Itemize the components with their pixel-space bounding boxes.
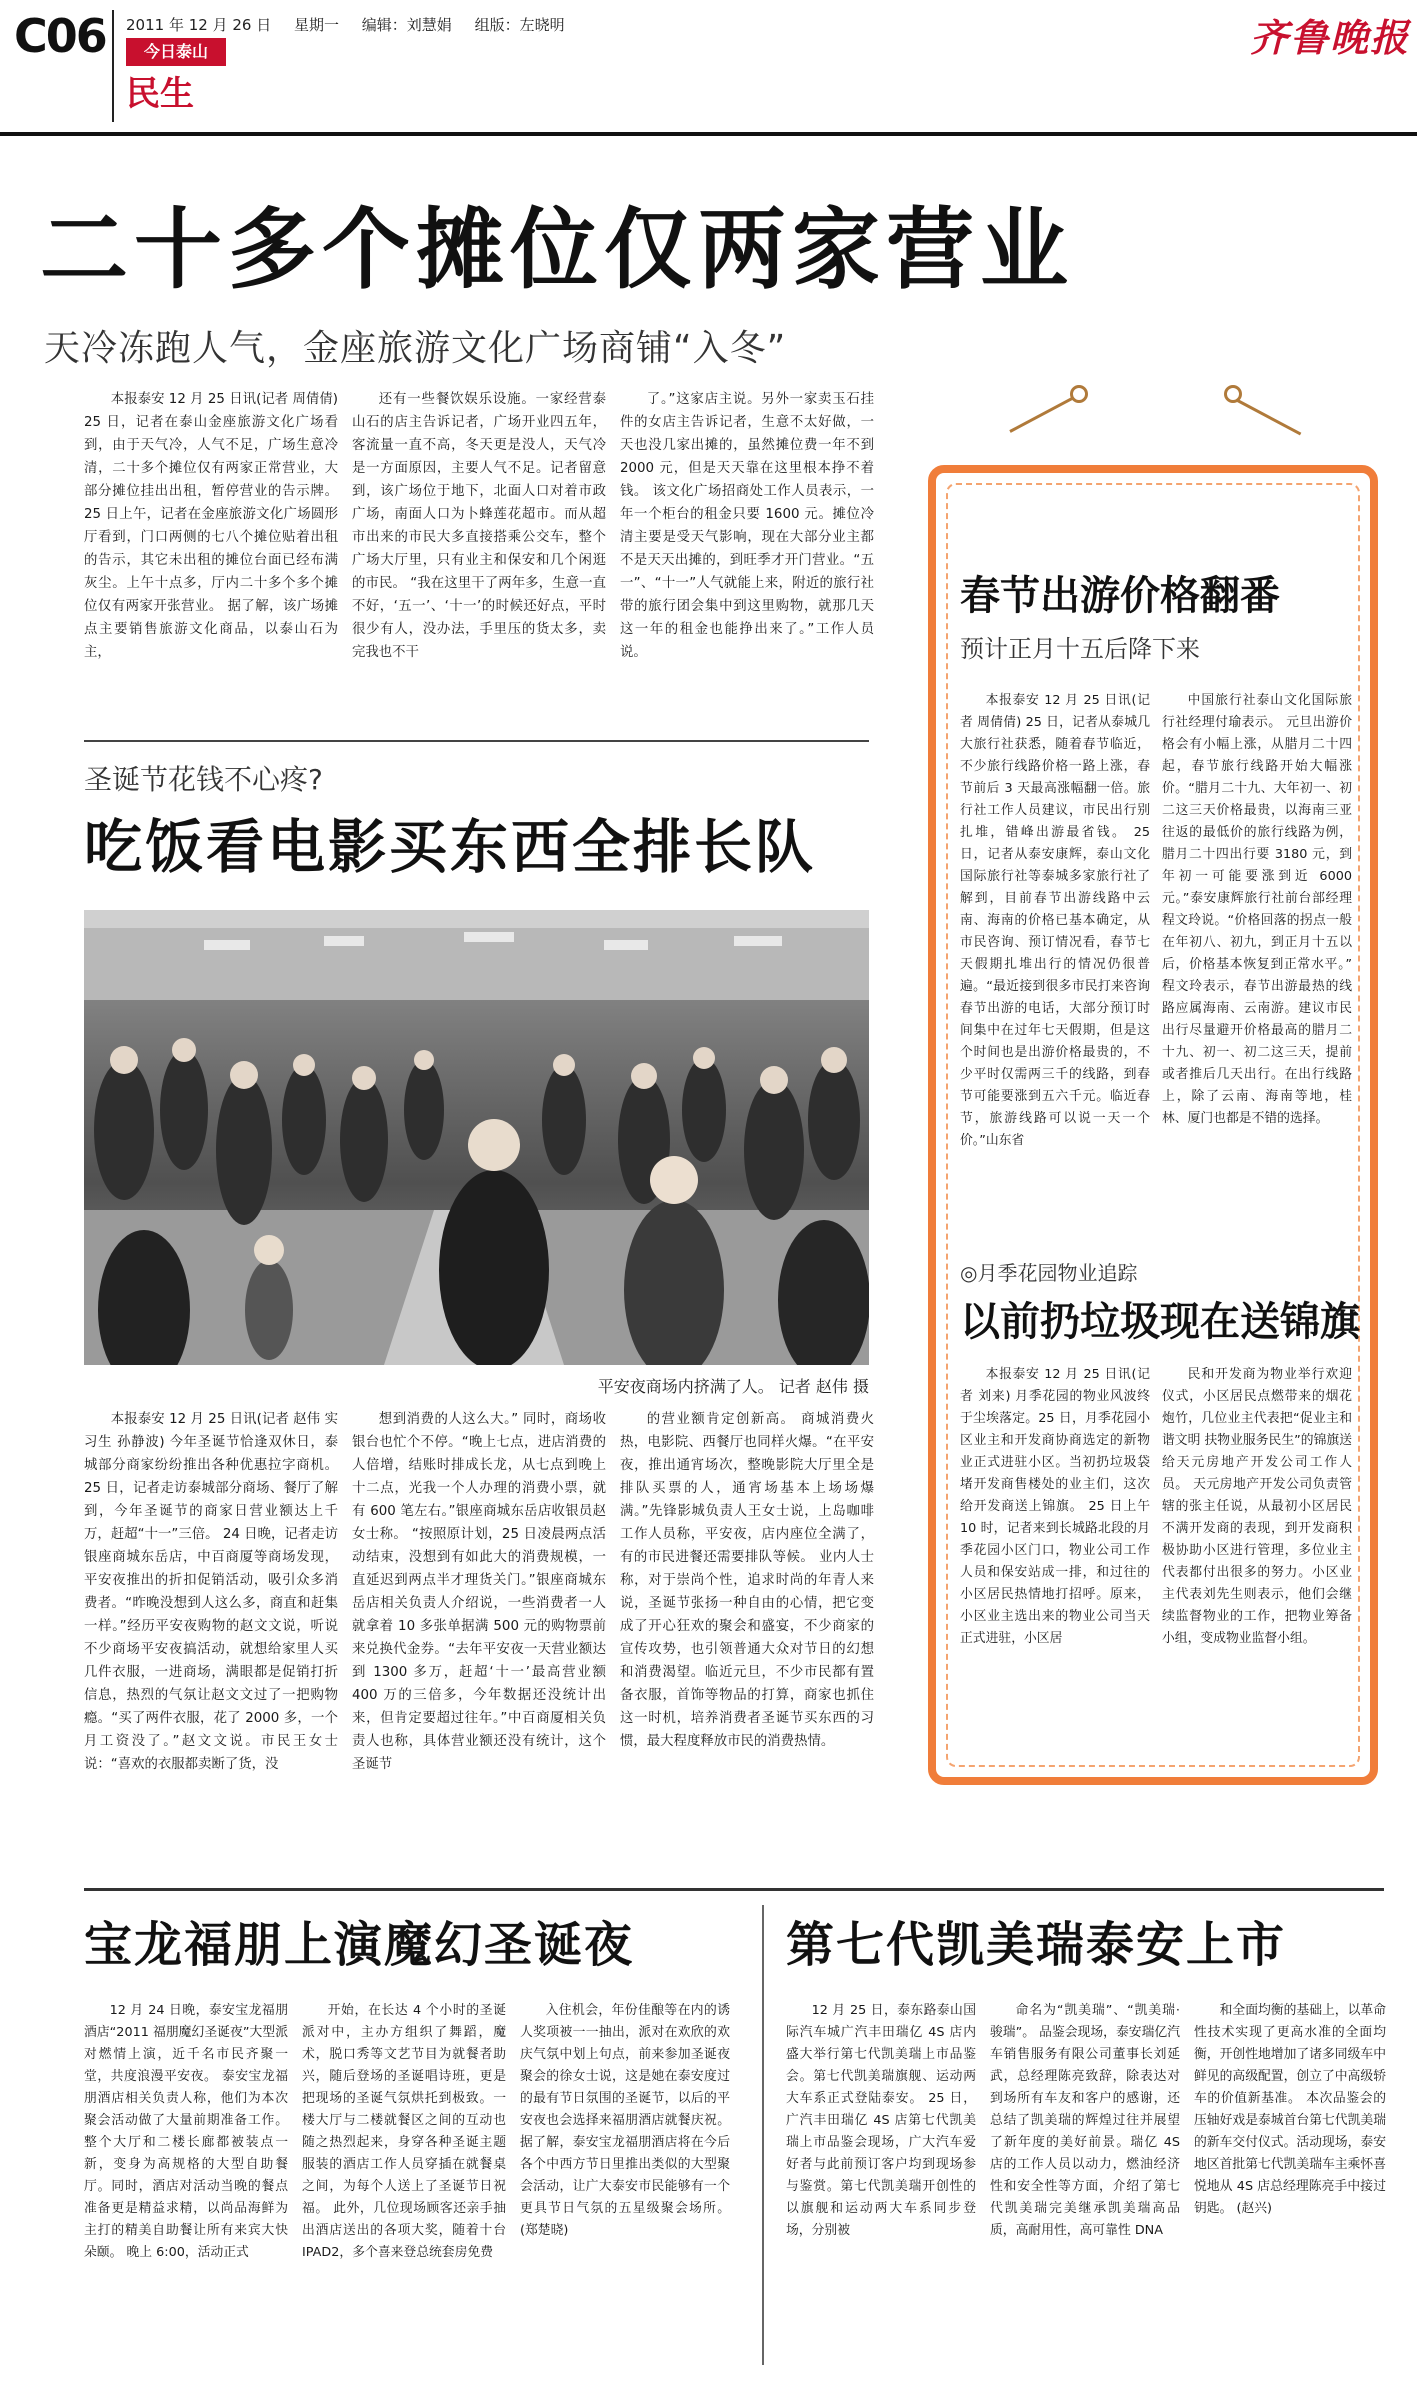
story2-col3-text: 的营业额肯定创新高。 商城消费火热，电影院、西餐厅也同样火爆。“在平安夜，推出通宵场次，整晚影院大厅里全是排队买票的人，通宵场基本上场场爆满。”先锋影城负责人王女士说，上岛咖啡工作人员称，平安夜，店内座位全满了，有的市民进餐还需要排队等候。 业内人士称，对于崇尚个性，追求时尚的年青人来说，圣诞节张扬一种自由的心情，把它变成了开心狂欢的聚会和盛宴，不少商家的宣传攻势，也引领普通大众对节日的幻想和消费渴望。临近元旦，不少市民都有置备衣服，首饰等物品的打算，商家也抓住这一时机，培养消费者圣诞节买东西的习惯，最大程度释放市民的消费热情。 [620, 1412, 874, 1749]
story3-column-2 [302, 2000, 506, 2368]
story4-col2-text: 命名为“凯美瑞”、“凯美瑞·骏瑞”。 品鉴会现场，泰安瑞亿汽车销售服务有限公司董事长刘延武，总经理陈亮致辞，除表达对到场所有车友和客户的感谢，还总结了凯美瑞的辉煌过往并展望了新年度的美好前景。瑞亿 4S 店的工作人员以动力，燃油经济性和安全性等方面，介绍了第七代凯美瑞完美继承凯美瑞高品质，高耐用性，高可靠性 DNA [990, 2003, 1180, 2238]
story1-subhead: 天冷冻跑人气，金座旅游文化广场商铺“入冬” [44, 328, 787, 369]
story1-headline: 二十多个摊位仅两家营业 [40, 198, 1075, 301]
story1-column-1 [84, 388, 338, 718]
page-number: C06 [14, 9, 106, 63]
story1-column-3 [620, 388, 874, 718]
bottom-section-rule [84, 1888, 1384, 1891]
story4-col1-text: 12 月 25 日，泰东路泰山国际汽车城广汽丰田瑞亿 4S 店内盛大举行第七代凯美瑞上市品鉴会。第七代凯美瑞旗舰、运动两大车系正式登陆泰安。 25 日，广汽丰田瑞亿 4S 店第七代凯美瑞上市品鉴会现场，广大汽车爱好者与此前预订客户均到现场参与鉴赏。第七代凯美瑞开创性的以旗舰和运动两大车系同步登场，分别被 [786, 2003, 976, 2238]
box-story-a-column-2 [1162, 690, 1352, 1250]
story4-col3-text: 和全面均衡的基础上，以革命性技术实现了更高水准的全面均衡，开创性地增加了诸多同级车中鲜见的高级配置，创立了中高级轿车的价值新基准。 本次品鉴会的压轴好戏是泰城首台第七代凯美瑞的新车交付仪式。活动现场，泰安地区首批第七代凯美瑞车主乘怀喜悦地从 4S 店总经理陈亮手中接过钥匙。 (赵兴) [1194, 2003, 1386, 2216]
story-separator [84, 740, 869, 742]
layout-credit: 组版：左晓明 [474, 16, 565, 34]
masthead-meta [126, 14, 583, 36]
story3-headline: 宝龙福朋上演魔幻圣诞夜 [84, 1917, 635, 1973]
box-story-a-col2-text: 中国旅行社泰山文化国际旅行社经理付瑜表示。 元旦出游价格会有小幅上涨，从腊月二十四起，春节旅行线路开始大幅涨价。“腊月二十九、大年初一、初二这三天价格最贵，以海南三亚往返的最低价的旅行线路为例，腊月二十四出行要 3180 元，到年初一可能要涨到近 6000 元。”泰安康辉旅行社前台部经理程文玲说。“价格回落的拐点一般在年初八、初九，到正月十五以后，价格基本恢复到正常水平。” 程文玲表示，春节出游最热的线路应属海南、云南游。建议市民出行尽量避开价格最高的腊月二十九、初一、初二这三天，提前或者推后几天出行。在出行线路上，除了云南、海南等地，桂林、厦门也都是不错的选择。 [1162, 693, 1352, 1126]
story2-kicker: 圣诞节花钱不心疼? [84, 763, 323, 796]
crowd-photo [84, 910, 869, 1365]
newspaper-logo: 齐鲁晚报 [1250, 15, 1411, 60]
story2-col2-text: 想到消费的人这么大。” 同时，商场收银台也忙个不停。“晚上七点，进店消费的人倍增，结账时排成长龙，从七点到晚上十二点，光我一个人办理的消费小票，就有 600 笔左右。”银座商城东岳店收银员赵女士称。 “按照原计划，25 日凌晨两点活动结束，没想到有如此大的消费规模，一直延迟到两点半才理货关门。”银座商城东岳店相关负责人介绍说，一些消费者一人就拿着 10 多张单据满 500 元的购物票前来兑换代金券。“去年平安夜一天营业额达到 1300 多万，赶超‘十一’最高营业额 400 万的三倍多，今年数据还没统计出来，但肯定要超过往年。”中百商厦相关负责人也称，具体营业额还没有统计，这个圣诞节 [352, 1412, 606, 1772]
issue-date: 2011 年 12 月 26 日 [126, 16, 272, 34]
box-story-b-column-1 [960, 1364, 1150, 1734]
box-story-b-kicker: ◎月季花园物业追踪 [960, 1261, 1138, 1285]
section-title: 民生 [126, 74, 194, 114]
story3-col3-text: 入住机会，年份佳酿等在内的诱人奖项被一一抽出，派对在欢欣的欢庆气氛中划上句点，前来参加圣诞夜聚会的徐女士说，这是她在泰安度过的最有节日氛围的圣诞节，以后的平安夜也会选择来福朋酒店就餐庆祝。 据了解，泰安宝龙福朋酒店将在今后各个中西方节日里推出类似的大型聚会活动，让广大泰安市民能够有一个更具节日气氛的五星级聚会场所。 (郑楚晓) [520, 2003, 730, 2238]
story2-headline: 吃饭看电影买东西全排长队 [84, 813, 817, 881]
story1-column-2 [352, 388, 606, 718]
story2-column-3 [620, 1408, 874, 1828]
story3-column-1 [84, 2000, 288, 2368]
story4-column-2 [990, 2000, 1180, 2368]
section-tag: 今日泰山 [126, 38, 226, 66]
story3-col2-text: 开始，在长达 4 个小时的圣诞派对中，主办方组织了舞蹈，魔术，脱口秀等文艺节目为就餐者助兴，随后登场的圣诞唱诗班，更是把现场的圣诞气氛烘托到极致。一楼大厅与二楼就餐区之间的互动也随之热烈起来，身穿各种圣诞主题服装的酒店工作人员穿插在就餐桌之间，为每个人送上了圣诞节日祝福。 此外，几位现场顾客还亲手抽出酒店送出的各项大奖，随着十台 IPAD2，多个喜来登总统套房免费 [302, 2003, 506, 2260]
story3-column-3 [520, 2000, 730, 2368]
hanger-string-right [1229, 395, 1301, 435]
story1-col2-text: 还有一些餐饮娱乐设施。一家经营泰山石的店主告诉记者，广场开业四五年，客流量一直不高，冬天更是没人，天气冷是一方面原因，主要人气不足。记者留意到，该广场位于地下，北面人口对着市政广场，南面人口为卜蜂莲花超市。而从超市出来的市民大多直接搭乘公交车，整个广场大厅里，只有业主和保安和几个闲逛的市民。 “我在这里干了两年多，生意一直不好，‘五一’、‘十一’的时候还好点，平时很少有人，没办法，手里压的货太多，卖完我也不干 [352, 392, 606, 660]
photo-caption: 平安夜商场内挤满了人。 记者 赵伟 摄 [597, 1377, 869, 1396]
story4-column-3 [1194, 2000, 1386, 2368]
story2-column-2 [352, 1408, 606, 1828]
box-story-b-col2-text: 民和开发商为物业举行欢迎仪式，小区居民点燃带来的烟花炮竹，几位业主代表把“促业主和谐文明 扶物业服务民生”的锦旗送给天元房地产开发公司工作人员。 天元房地产开发公司负责管辖的张主任说，从最初小区居民不满开发商的表现，到开发商积极协助小区进行管理，多位业主代表都付出很多的努力。小区业主代表刘先生则表示，他们会继续监督物业的工作，把物业筹备小组，变成物业监督小组。 [1162, 1367, 1352, 1646]
story3-col1-text: 12 月 24 日晚，泰安宝龙福朋酒店“2011 福朋魔幻圣诞夜”大型派对燃情上演，近千名市民齐聚一堂，共度浪漫平安夜。 泰安宝龙福朋酒店相关负责人称，他们为本次聚会活动做了大量前期准备工作。整个大厅和二楼长廊都被装点一新，变身为高规格的大型自助餐厅。同时，酒店对活动当晚的餐点准备更是精益求精，以尚品海鲜为主打的精美自助餐让所有来宾大快朵颐。 晚上 6:00，活动正式 [84, 2003, 288, 2260]
bottom-column-divider [762, 1905, 764, 2365]
hanger-hook-left [1070, 385, 1088, 403]
story2-col1-text: 本报泰安 12 月 25 日讯(记者 赵伟 实习生 孙静波) 今年圣诞节恰逢双休日，泰城部分商家纷纷推出各种优惠拉字商机。25 日，记者走访泰城部分商场、餐厅了解到，今年圣诞节的商家日营业额达上千万，赶超“十一”三倍。 24 日晚，记者走访银座商城东岳店，中百商厦等商场发现，平安夜推出的折扣促销活动，吸引众多消费者。“昨晚没想到人这么多，商直和赶集一样。”经历平安夜购物的赵文文说，听说不少商场平安夜搞活动，就想给家里人买几件衣服，一进商场，满眼都是促销打折信息，热烈的气氛让赵文文过了一把购物瘾。“买了两件衣服，花了 2000 多，一个月工资没了。”赵文文说。市民王女士说：“喜欢的衣服都卖断了货，没 [84, 1412, 338, 1772]
story1-col3-text: 了。”这家店主说。另外一家卖玉石挂件的女店主告诉记者，生意不太好做，一天也没几家出摊的，虽然摊位费一年不到 2000 元，但是天天靠在这里根本挣不着钱。 该文化广场招商处工作人员表示，一年一个柜台的租金只要 1600 元。摊位冷清主要是受天气影响，现在大部分业主都不是天天出摊的，到旺季才开门营业。“五一”、“十一”人气就能上来，附近的旅行社带的旅行团会集中到这里购物，就那几天这一年的租金也能挣出来了。”工作人员说。 [620, 392, 874, 660]
story4-headline: 第七代凯美瑞泰安上市 [786, 1917, 1287, 1973]
story1-col1-text: 本报泰安 12 月 25 日讯(记者 周倩倩) 25 日，记者在泰山金座旅游文化广场看到，由于天气冷，人气不足，广场生意冷清，二十多个摊位仅有两家正常营业，大部分摊位挂出出租，暂停营业的告示牌。 25 日上午，记者在金座旅游文化广场圆形厅看到，门口两侧的七八个摊位贴着出租的告示，其它未出租的摊位台面已经布满灰尘。上午十点多，厅内二十多个多个摊位仅有两家开张营业。 据了解，该广场摊点主要销售旅游文化商品，以泰山石为主， [84, 392, 338, 660]
box-story-b-headline: 以前扔垃圾现在送锦旗 [960, 1299, 1360, 1345]
hanger-hook-right [1224, 385, 1242, 403]
masthead-divider [112, 10, 114, 122]
masthead-rule [0, 132, 1417, 136]
crowd-photo-illustration [84, 910, 869, 1365]
box-story-a-col1-text: 本报泰安 12 月 25 日讯(记者 周倩倩) 25 日，记者从泰城几大旅行社获悉，随着春节临近，不少旅行线路价格一路上涨，春节前后 3 天最高涨幅翻一倍。旅行社工作人员建议，市民出行别扎堆，错峰出游最省钱。 25 日，记者从泰安康辉，泰山文化国际旅行社等泰城多家旅行社了解到，目前春节出游线路中云南、海南的价格已基本确定，从市民咨询、预订情况看，春节七天假期扎堆出行的情况仍很普遍。“最近接到很多市民打来咨询春节出游的电话，大部分预订时间集中在过年七天假期，但是这个时间也是出游价格最贵的，不少平时仅需两三千的线路，到春节可能要涨到五六千元。临近春节，旅游线路可以说一天一个价。”山东省 [960, 693, 1150, 1148]
story2-column-1 [84, 1408, 338, 1828]
box-story-a-subhead: 预计正月十五后降下来 [960, 635, 1200, 663]
box-story-a-headline: 春节出游价格翻番 [960, 573, 1280, 619]
box-story-b-column-2 [1162, 1364, 1352, 1734]
issue-weekday: 星期一 [293, 16, 339, 34]
editor-credit: 编辑：刘慧娟 [361, 16, 452, 34]
box-story-b-col1-text: 本报泰安 12 月 25 日讯(记者 刘来) 月季花园的物业风波终于尘埃落定。25 日，月季花园小区业主和开发商协商选定的新物业正式进驻小区。当初扔垃圾袋堵开发商售楼处的业主们，这次给开发商送上锦旗。 25 日上午 10 时，记者来到长城路北段的月季花园小区门口，物业公司工作人员和保安站成一排，和过往的小区居民热情地打招呼。原来，小区业主选出来的物业公司当天正式进驻，小区居 [960, 1367, 1150, 1646]
box-story-a-column-1 [960, 690, 1150, 1250]
story4-column-1 [786, 2000, 976, 2368]
